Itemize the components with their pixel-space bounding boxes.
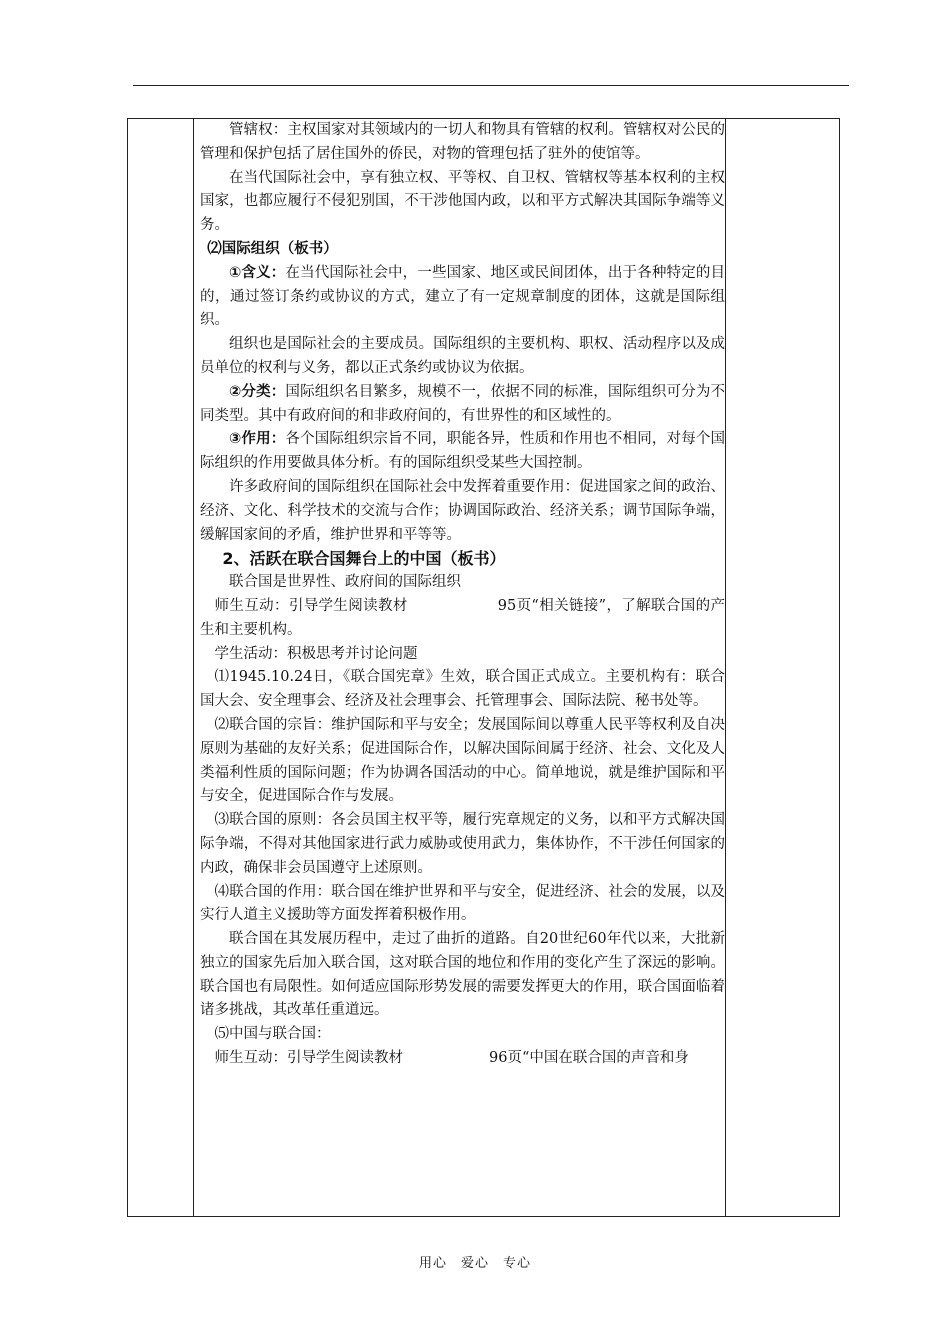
paragraph-intergovernmental-role: 许多政府间的国际组织在国际社会中发挥着重要作用：促进国家之间的政治、经济、文化、科学技术的交流与合作；协调国际政治、经济关系；调节国际争端，缓解国家间的矛盾，维护世界和平等等。 [200, 478, 725, 543]
paragraph-student-activity: 学生活动：积极思考并讨论问题 [214, 645, 418, 662]
heading-china-un: 2、活跃在联合国舞台上的中国（板书） [222, 549, 506, 569]
teacher-activity-2-text: 96页“中国在联合国的声音和身 [489, 1050, 689, 1067]
teacher-activity-1-label: 师生互动：引导学生阅读教材 [214, 597, 408, 614]
paragraph-classification [200, 381, 725, 429]
lesson-content [200, 119, 725, 1071]
paragraph-jurisdiction: 管辖权：主权国家对其领域内的一切人和物具有管辖的权利。管辖权对公民的管理和保护包括了居住国外的侨民，对物的管理包括了驻外的使馆等。 [200, 122, 725, 162]
paragraph-un-purpose: ⑵联合国的宗旨：维护国际和平与安全；发展国际间以尊重人民平等权利及自决原则为基础的友好关系；促进国际合作，以解决国际间属于经济、社会、文化及人类福利性质的国际问题；作为协调各国活动的中心。简单地说，就是维护国际和平与安全，促进国际合作与发展。 [200, 716, 725, 805]
teacher-activity-2-label: 师生互动：引导学生阅读教材 [214, 1050, 403, 1067]
label-classification: ②分类： [229, 383, 286, 400]
column-divider-left [193, 119, 194, 1216]
paragraph-sovereign-duties: 在当代国际社会中，享有独立权、平等权、自卫权、管辖权等基本权利的主权国家，也都应履行不侵犯别国，不干涉他国内政，以和平方式解决其国际争端等义务。 [200, 169, 725, 234]
column-divider-right [725, 119, 726, 1216]
paragraph-un-principles: ⑶联合国的原则：各会员国主权平等，履行宪章规定的义务，以和平方式解决国际争端，不得对其他国家进行武力威胁或使用武力，集体协作，不干涉任何国家的内政，确保非会员国遵守上述原则。 [200, 812, 725, 876]
paragraph-teacher-activity-2 [200, 1047, 725, 1071]
teacher-activity-1-text: 95页“相关链接”，了解联合国的产生和主要机构。 [200, 597, 725, 638]
text-function: 各个国际组织宗旨不同，职能各异，性质和作用也不相同，对每个国际组织的作用要做具体分析。有的国际组织受某些大国控制。 [200, 431, 726, 472]
paragraph-china-and-un: ⑸中国与联合国： [214, 1026, 331, 1043]
paragraph-un-intro: 联合国是世界性、政府间的国际组织 [229, 574, 461, 591]
paragraph-un-role: ⑷联合国的作用：联合国在维护世界和平与安全，促进经济、社会的发展，以及实行人道主义援助等方面发挥着积极作用。 [200, 883, 725, 924]
text-definition: 在当代国际社会中，一些国家、地区或民间团体，出于各种特定的目的，通过签订条约或协议的方式，建立了有一定规章制度的团体，这就是国际组织。 [200, 264, 726, 329]
header-rule [133, 85, 849, 86]
page-footer: 用心 爱心 专心 [418, 1256, 531, 1271]
heading-international-organization: ⑵国际组织（板书） [207, 240, 338, 257]
paragraph-function [200, 428, 725, 476]
paragraph-organization-members: 组织也是国际社会的主要成员。国际组织的主要机构、职权、活动程序以及成员单位的权利与义务，都以正式条约或协议为依据。 [200, 336, 725, 376]
text-classification: 国际组织名目繁多，规模不一，依据不同的标准，国际组织可分为不同类型。其中有政府间的和非政府间的，有世界性的和区域性的。 [200, 383, 726, 424]
paragraph-definition [200, 262, 725, 333]
paragraph-un-founding: ⑴1945.10.24日，《联合国宪章》生效，联合国正式成立。主要机构有：联合国大会、安全理事会、经济及社会理事会、托管理事会、国际法院、秘书处等。 [200, 669, 725, 710]
lesson-table [127, 118, 840, 1217]
label-definition: ①含义： [229, 264, 286, 281]
label-function: ③作用： [229, 431, 286, 448]
paragraph-teacher-activity-1 [200, 595, 725, 643]
paragraph-un-history: 联合国在其发展历程中，走过了曲折的道路。自20世纪60年代以来，大批新独立的国家先后加入联合国，这对联合国的地位和作用的变化产生了深远的影响。联合国也有局限性。如何适应国际形势发展的需要发挥更大的作用，联合国面临着诸多挑战，其改革任重道远。 [200, 931, 725, 1019]
